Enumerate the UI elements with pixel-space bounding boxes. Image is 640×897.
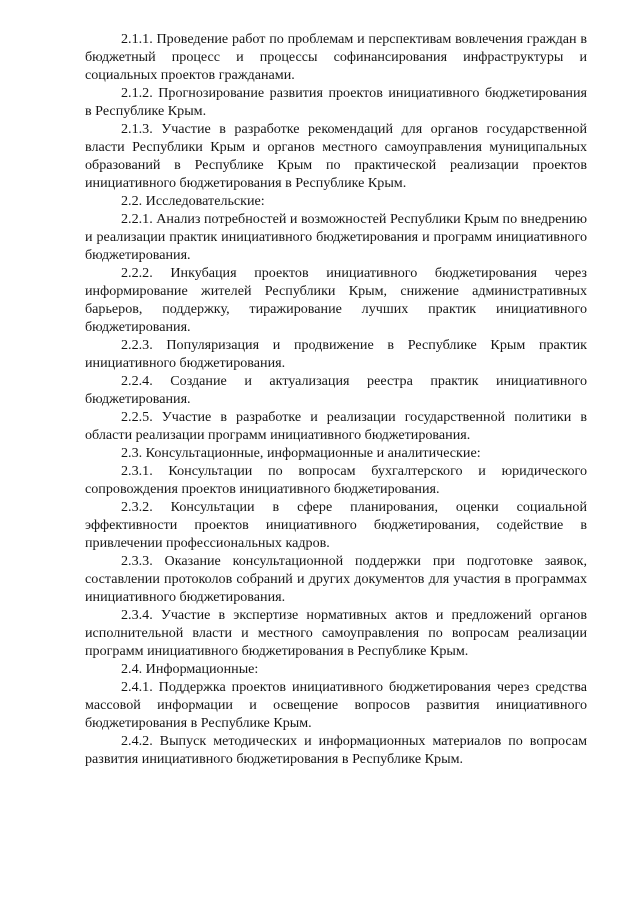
section-heading-2-3: 2.3. Консультационные, информационные и аналитические: — [121, 445, 481, 461]
paragraph-2-4-2: 2.4.2. Выпуск методических и информационных материалов по вопросам развития инициативного бюджетирования в Республике Крым. — [85, 733, 587, 767]
paragraph-2-2-3: 2.2.3. Популяризация и продвижение в Республике Крым практик инициативного бюджетирования. — [85, 337, 587, 371]
paragraph-2-2-5: 2.2.5. Участие в разработке и реализации государственной политики в области реализации программ инициативного бюджетирования. — [85, 409, 587, 443]
paragraph-2-3-2: 2.3.2. Консультации в сфере планирования, оценки социальной эффективности проектов инициативного бюджетирования, содействие в привлечении профессиональных кадров. — [85, 499, 587, 551]
paragraph-2-3-4: 2.3.4. Участие в экспертизе нормативных актов и предложений органов исполнительной власти и местного самоуправления по вопросам реализации программ инициативного бюджетирования в Республике Крым. — [85, 607, 587, 659]
paragraph-2-4-1: 2.4.1. Поддержка проектов инициативного бюджетирования через средства массовой информации и освещение вопросов развития инициативного бюджетирования в Республике Крым. — [85, 679, 587, 731]
paragraph-2-2-2: 2.2.2. Инкубация проектов инициативного бюджетирования через информирование жителей Республики Крым, снижение административных барьеров, поддержку, тиражирование лучших практик инициативного бюджетирования. — [85, 265, 587, 335]
section-heading-2-4: 2.4. Информационные: — [121, 661, 259, 677]
paragraph-2-2-4: 2.2.4. Создание и актуализация реестра практик инициативного бюджетирования. — [85, 373, 587, 407]
section-heading-2-2: 2.2. Исследовательские: — [121, 193, 265, 209]
paragraph-2-3-1: 2.3.1. Консультации по вопросам бухгалтерского и юридического сопровождения проектов инициативного бюджетирования. — [85, 463, 587, 497]
paragraph-2-2-1: 2.2.1. Анализ потребностей и возможностей Республики Крым по внедрению и реализации практик инициативного бюджетирования и программ инициативного бюджетирования. — [85, 211, 588, 263]
paragraph-2-3-3: 2.3.3. Оказание консультационной поддержки при подготовке заявок, составлении протоколов собраний и других документов для участия в программах инициативного бюджетирования. — [85, 553, 587, 605]
paragraph-2-1-2: 2.1.2. Прогнозирование развития проектов инициативного бюджетирования в Республике Крым. — [85, 85, 587, 119]
paragraph-2-1-3: 2.1.3. Участие в разработке рекомендаций для органов государственной власти Республики Крым и органов местного самоуправления муниципальных образований в Республике Крым по практической реализации проектов инициативного бюджетирования в Республике Крым. — [85, 121, 587, 191]
paragraph-2-1-1: 2.1.1. Проведение работ по проблемам и перспективам вовлечения граждан в бюджетный процесс и процессы софинансирования инфраструктуры и социальных проектов гражданами. — [85, 31, 587, 83]
